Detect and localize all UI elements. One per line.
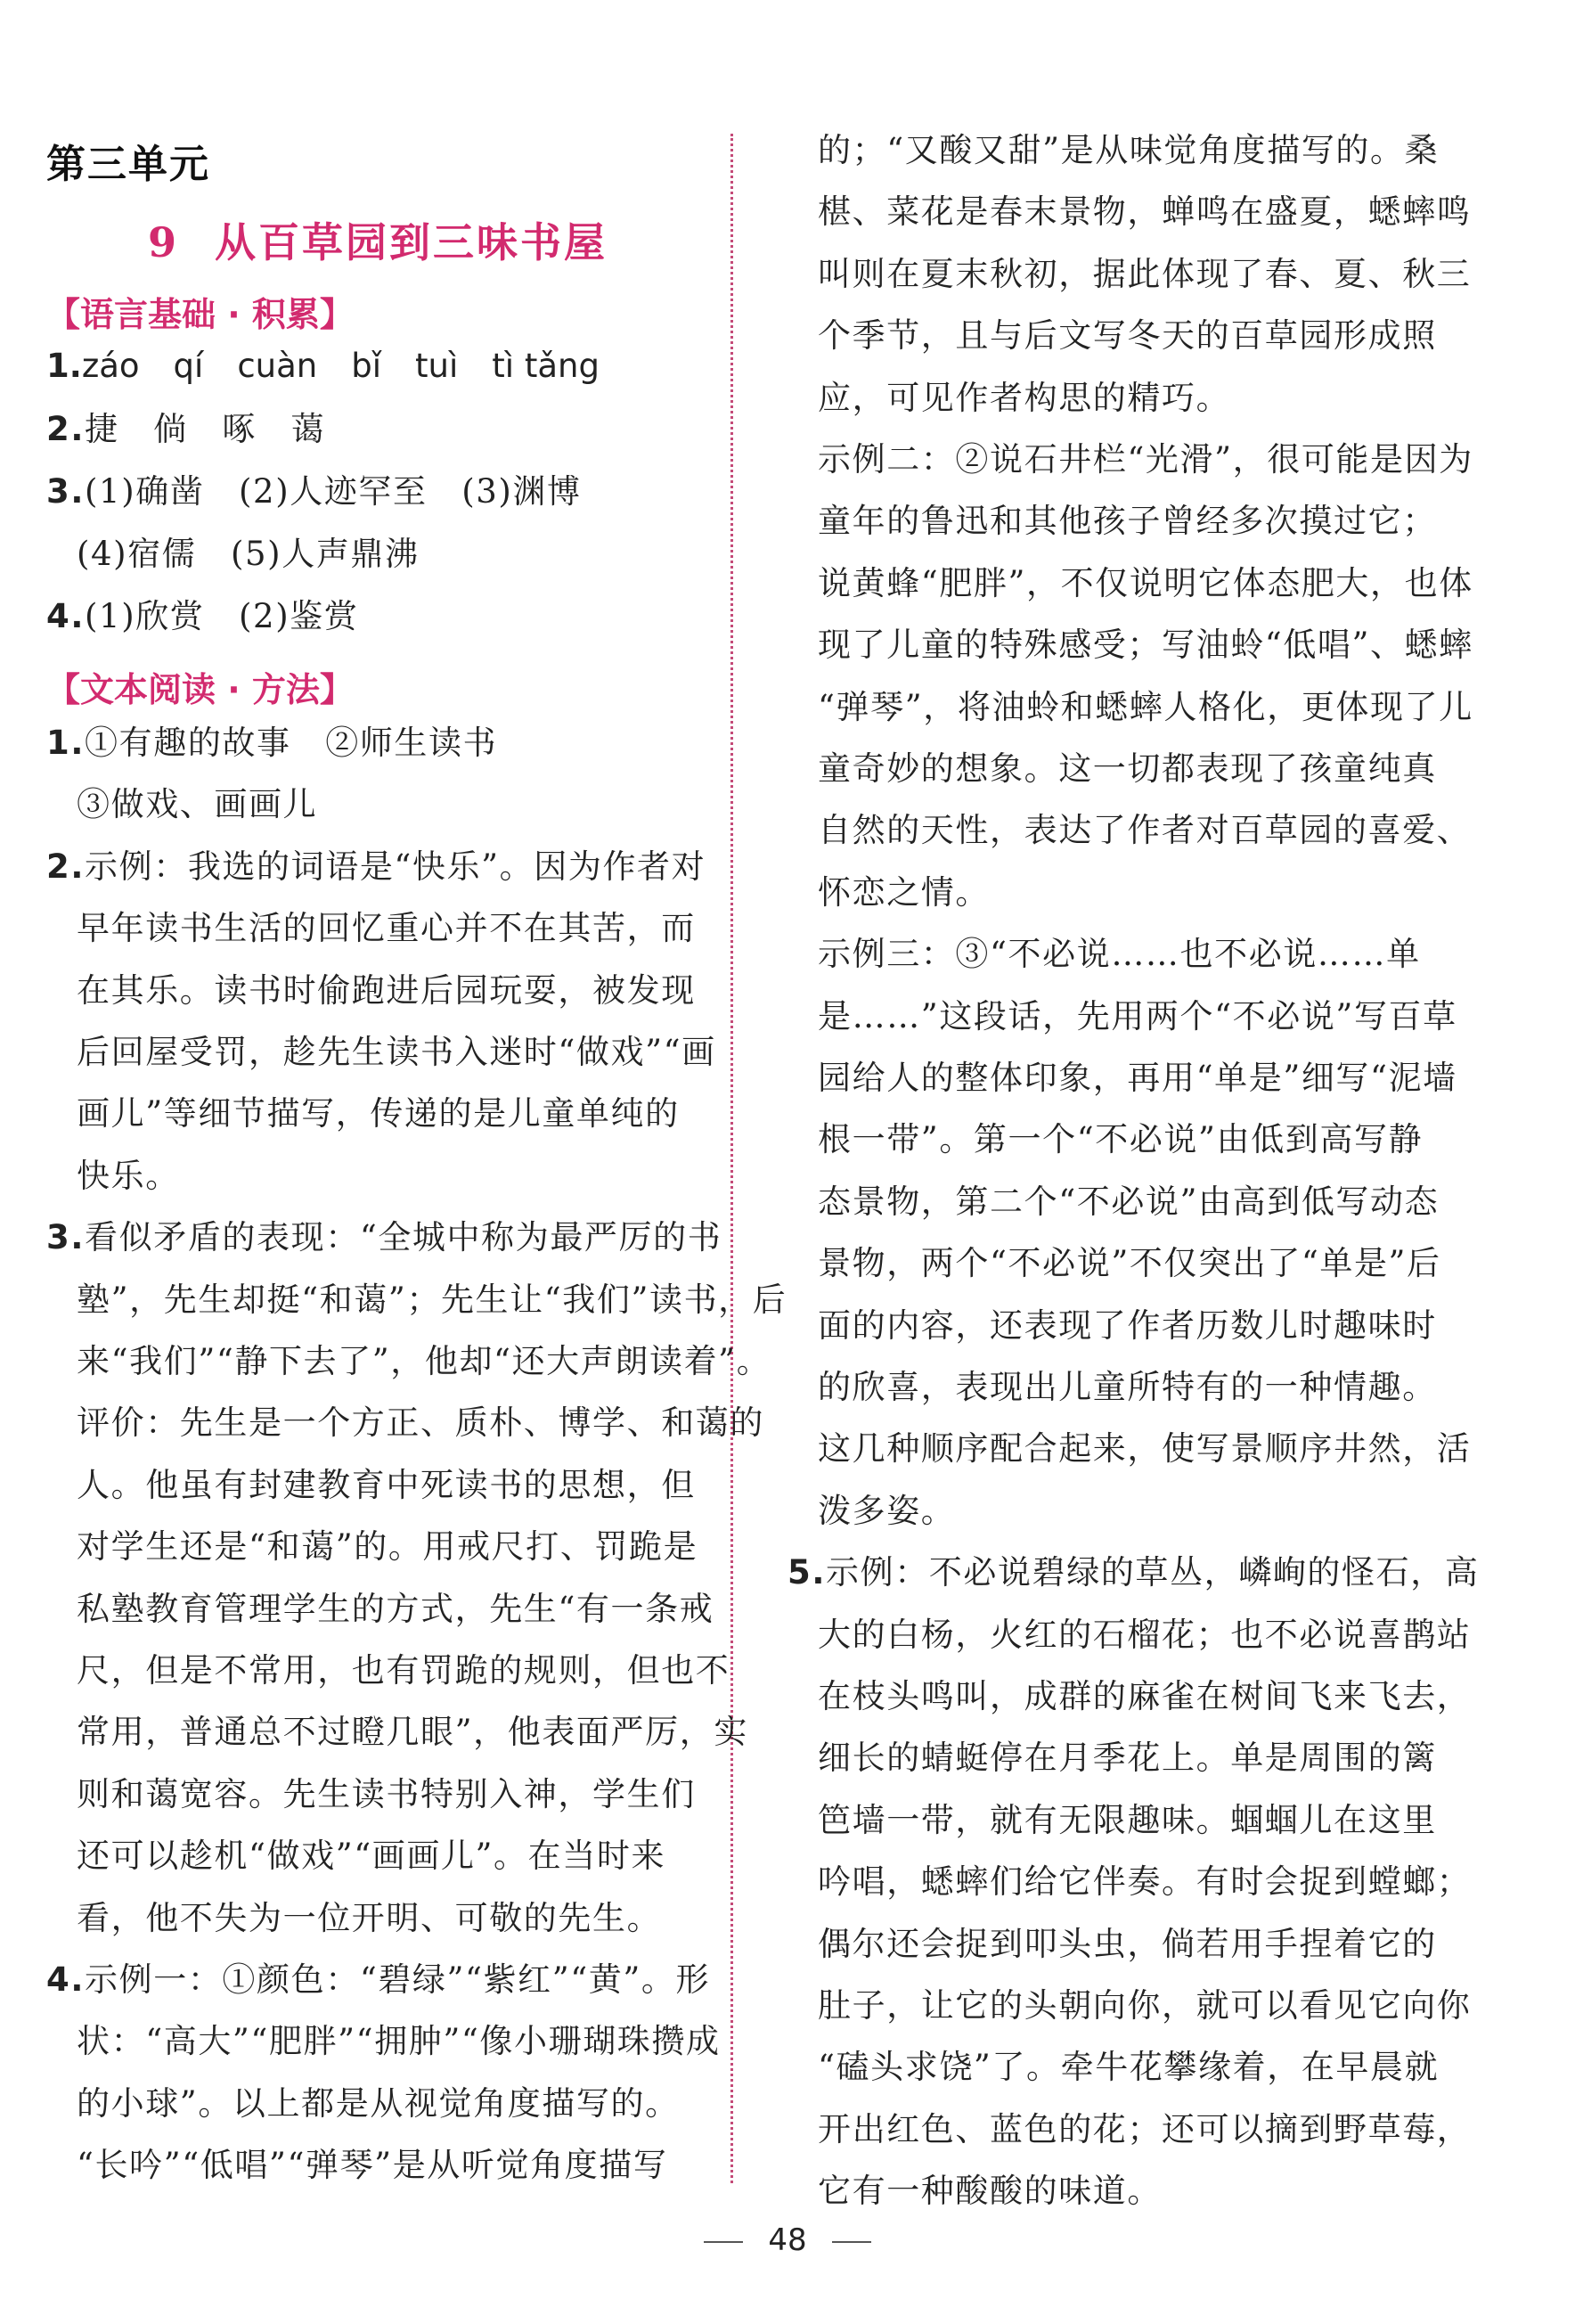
line-text: 示例三：③“不必说……也不必说……单 <box>818 935 1421 974</box>
text-line <box>818 1615 1472 1654</box>
footer-dash <box>832 2241 871 2243</box>
text-line <box>77 1094 680 1133</box>
line-text: 的小球”。以上都是从视觉角度描写的。 <box>77 2083 680 2123</box>
text-line <box>77 909 696 948</box>
pinyin-item: záo <box>81 347 140 385</box>
line-text: ①有趣的故事 ②师生读书 <box>85 724 498 762</box>
section-reading: 【文本阅读 · 方法】 <box>46 670 354 709</box>
line-text: 偶尔还会捉到叩头虫，倘若用手捏着它的 <box>818 1924 1437 1963</box>
line-text: 泼多姿。 <box>818 1491 956 1530</box>
line-text: 在其乐。读书时偷跑进后园玩耍，被发现 <box>77 970 696 1010</box>
line-text: 在枝头鸣叫，成群的麻雀在树间飞来飞去， <box>818 1677 1472 1715</box>
text-line <box>818 1429 1472 1469</box>
text-line <box>818 192 1472 232</box>
line-text: 园给人的整体印象，再用“单是”细写“泥墙 <box>818 1059 1457 1097</box>
pinyin-item: tuì <box>415 347 459 385</box>
question-number: 1. <box>46 724 86 762</box>
line-text: 常用，普通总不过瞪几眼”，他表面严厉，实 <box>77 1713 748 1752</box>
line-text: 开出红色、蓝色的花；还可以摘到野草莓， <box>818 2109 1472 2148</box>
question-number: 3. <box>46 472 86 511</box>
line-text: 还可以趁机“做戏”“画画儿”。在当时来 <box>77 1837 666 1876</box>
text-line <box>818 1739 1437 1778</box>
text-line <box>788 1553 1480 1592</box>
text-line <box>77 1651 730 1690</box>
lang-q3-cont: (4)宿儒 (5)人声鼎沸 <box>77 535 420 573</box>
line-text: 根一带”。第一个“不必说”由低到高写静 <box>818 1120 1424 1159</box>
text-line <box>818 811 1472 850</box>
text-line <box>77 2083 680 2123</box>
answer-text: (1)确凿 (2)人迹罕至 (3)渊博 <box>85 472 582 511</box>
line-text: 私塾教育管理学生的方式，先生“有一条戒 <box>77 1589 714 1628</box>
text-line <box>77 1280 788 1319</box>
line-text: 则和蔼宽容。先生读书特别入神，学生们 <box>77 1774 696 1813</box>
lesson-title <box>148 210 608 269</box>
text-line <box>818 378 1231 417</box>
footer-dash <box>704 2241 743 2243</box>
lesson-number: 9 <box>148 218 180 266</box>
text-line <box>77 1403 764 1443</box>
column-divider <box>730 134 733 2183</box>
question-number: 5. <box>788 1553 827 1592</box>
lang-q4 <box>46 597 359 635</box>
text-line <box>818 1491 956 1530</box>
line-text: 面的内容，还表现了作者历数儿时趣味时 <box>818 1305 1437 1345</box>
text-line <box>818 2109 1472 2148</box>
line-text: 塾”，先生却挺“和蔼”；先生让“我们”读书，后 <box>77 1280 788 1319</box>
pinyin-item: tì tǎng <box>492 347 600 385</box>
line-text: 大的白杨，火红的石榴花；也不必说喜鹊站 <box>818 1615 1472 1654</box>
page-number: 48 <box>768 2222 807 2258</box>
unit-title: 第三单元 <box>46 142 210 187</box>
question-number: 2. <box>46 410 86 448</box>
line-text: 童年的鲁迅和其他孩子曾经多次摸过它； <box>818 502 1437 541</box>
answer-text: 捷 倘 啄 蔼 <box>85 410 326 448</box>
text-line <box>818 2048 1440 2087</box>
lang-q2 <box>46 410 326 448</box>
line-text: 后回屋受罚，趁先生读书入迷时“做戏”“画 <box>77 1033 716 1071</box>
text-line <box>818 131 1440 169</box>
line-text: 快乐。 <box>77 1156 180 1195</box>
text-line <box>818 1120 1424 1159</box>
line-text: 椹、菜花是春末景物，蝉鸣在盛夏，蟋蟀鸣 <box>818 192 1472 232</box>
text-line <box>818 1244 1441 1283</box>
line-text: 看似矛盾的表现：“全城中称为最严厉的书 <box>85 1218 722 1257</box>
line-text: 示例：我选的词语是“快乐”。因为作者对 <box>85 847 706 886</box>
line-text: 肚子，让它的头朝向你，就可以看见它向你 <box>818 1986 1472 2025</box>
line-text: “弹琴”，将油蛉和蟋蟀人格化，更体现了儿 <box>818 687 1473 726</box>
text-line <box>818 440 1473 479</box>
text-line <box>818 1182 1440 1221</box>
text-line <box>818 502 1437 541</box>
line-text: “磕头求饶”了。牵牛花攀缘着，在早晨就 <box>818 2048 1440 2087</box>
text-line <box>818 1305 1437 1345</box>
pinyin-item: bǐ <box>351 347 382 385</box>
text-line <box>818 1800 1437 1839</box>
line-text: 示例：不必说碧绿的草丛，嶙峋的怪石，高 <box>826 1553 1480 1592</box>
text-line <box>818 1924 1437 1963</box>
line-text: 自然的天性，表达了作者对百草园的喜爱、 <box>818 811 1472 850</box>
text-line <box>818 1368 1437 1406</box>
line-text: 怀恋之情。 <box>818 872 990 912</box>
text-line <box>77 1156 180 1195</box>
lesson-name: 从百草园到三味书屋 <box>215 218 608 266</box>
lang-q3 <box>46 472 582 511</box>
question-number: 1. <box>46 347 82 385</box>
text-line <box>818 996 1457 1035</box>
line-text: 说黄蜂“肥胖”，不仅说明它体态肥大，也体 <box>818 563 1473 602</box>
text-line <box>46 1960 711 1999</box>
text-line <box>46 724 498 762</box>
text-line <box>818 2172 1162 2211</box>
line-text: 尺，但是不常用，也有罚跪的规则，但也不 <box>77 1651 730 1690</box>
text-line <box>77 1465 696 1504</box>
text-line <box>818 254 1472 293</box>
question-number: 4. <box>46 1960 86 1999</box>
text-line <box>818 935 1421 974</box>
text-line <box>77 1589 714 1628</box>
text-line <box>77 1898 662 1937</box>
lang-q1 <box>46 347 633 385</box>
text-line <box>77 2146 668 2185</box>
line-text: 应，可见作者构思的精巧。 <box>818 378 1231 417</box>
line-text: 示例二：②说石井栏“光滑”，很可能是因为 <box>818 440 1473 479</box>
question-number: 4. <box>46 597 86 635</box>
text-line <box>77 970 696 1010</box>
page-footer <box>0 2222 1575 2258</box>
text-line <box>818 563 1473 602</box>
section-language: 【语言基础 · 积累】 <box>46 295 354 334</box>
line-text: 人。他虽有封建教育中死读书的思想，但 <box>77 1465 696 1504</box>
text-line <box>46 847 706 886</box>
line-text: 的欣喜，表现出儿童所特有的一种情趣。 <box>818 1368 1437 1406</box>
answer-text: (1)欣赏 (2)鉴赏 <box>85 597 359 635</box>
line-text: 细长的蜻蜓停在月季花上。单是周围的篱 <box>818 1739 1437 1778</box>
line-text: 态景物，第二个“不必说”由高到低写动态 <box>818 1182 1440 1221</box>
text-line <box>77 2022 721 2061</box>
text-line <box>46 1218 722 1257</box>
line-text: 个季节，且与后文写冬天的百草园形成照 <box>818 316 1437 356</box>
text-line <box>77 1774 696 1813</box>
text-line <box>818 1677 1472 1715</box>
line-text: 现了儿童的特殊感受；写油蛉“低唱”、蟋蟀 <box>818 626 1473 665</box>
text-line <box>818 687 1473 726</box>
pinyin-item: qí <box>173 347 204 385</box>
line-text: 画儿”等细节描写，传递的是儿童单纯的 <box>77 1094 680 1133</box>
text-line <box>818 1059 1457 1097</box>
text-line <box>818 749 1437 788</box>
line-text: 它有一种酸酸的味道。 <box>818 2172 1162 2211</box>
line-text: 状：“高大”“肥胖”“拥肿”“像小珊瑚珠攒成 <box>77 2022 721 2061</box>
line-text: 是……”这段话，先用两个“不必说”写百草 <box>818 996 1457 1035</box>
line-text: 叫则在夏末秋初，据此体现了春、夏、秋三 <box>818 254 1472 293</box>
text-line <box>818 872 990 912</box>
question-number: 3. <box>46 1218 86 1257</box>
text-line <box>77 1837 666 1876</box>
line-text: 早年读书生活的回忆重心并不在其苦，而 <box>77 909 696 948</box>
text-line <box>818 626 1473 665</box>
line-text: 对学生还是“和蔼”的。用戒尺打、罚跪是 <box>77 1527 698 1567</box>
line-text: 的；“又酸又甜”是从味觉角度描写的。桑 <box>818 131 1440 169</box>
text-line <box>77 1527 698 1567</box>
line-text: ③做戏、画画儿 <box>77 785 318 824</box>
text-line <box>77 1033 716 1071</box>
line-text: 看，他不失为一位开明、可敬的先生。 <box>77 1898 662 1937</box>
line-text: “长吟”“低唱”“弹琴”是从听觉角度描写 <box>77 2146 668 2185</box>
line-text: 景物，两个“不必说”不仅突出了“单是”后 <box>818 1244 1441 1283</box>
question-number: 2. <box>46 847 86 886</box>
pinyin-item: cuàn <box>237 347 318 385</box>
text-line <box>818 316 1437 356</box>
text-line <box>77 1713 748 1752</box>
text-line <box>818 1862 1472 1902</box>
line-text: 评价：先生是一个方正、质朴、博学、和蔼的 <box>77 1403 764 1443</box>
text-line <box>77 1342 771 1380</box>
line-text: 来“我们”“静下去了”，他却“还大声朗读着”。 <box>77 1342 771 1380</box>
text-line <box>77 785 318 824</box>
line-text: 童奇妙的想象。这一切都表现了孩童纯真 <box>818 749 1437 788</box>
line-text: 吟唱，蟋蟀们给它伴奏。有时会捉到螳螂； <box>818 1862 1472 1902</box>
text-line <box>818 1986 1472 2025</box>
line-text: 笆墙一带，就有无限趣味。蝈蝈儿在这里 <box>818 1800 1437 1839</box>
line-text: 这几种顺序配合起来，使写景顺序井然，活 <box>818 1429 1472 1469</box>
line-text: 示例一：①颜色：“碧绿”“紫红”“黄”。形 <box>85 1960 711 1999</box>
